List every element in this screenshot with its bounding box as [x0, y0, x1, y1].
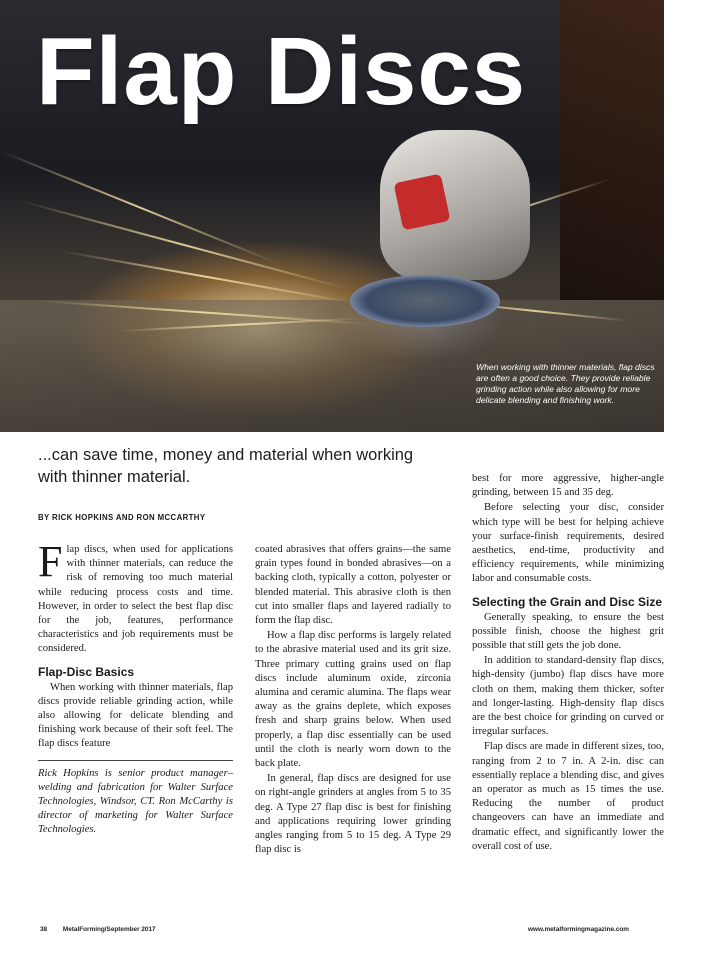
paragraph: Before selecting your disc, consider which type will be best for helping achieve your surface-finish requirements, desired aesthetics, end-time, productivity and efficiency requirements, while minimizing labor and consumable costs.: [472, 502, 664, 585]
flap-disc: [350, 275, 500, 327]
intro-text: lap discs, when used for applications with thinner materials, can reduce the risk of removing too much material while reducing process costs and time. However, in order to select the best flap disc for the job, features, performance characteristics and job requirements must be considered.: [38, 544, 233, 655]
author-bio: Rick Hopkins is senior product manager–welding and fabrication for Walter Surface Technologies, Windsor, CT. Ron McCarthy is director of marketing for Walter Surface Technologies.: [38, 767, 233, 836]
column-1: [38, 537, 233, 839]
article-subtitle: ...can save time, money and material when working with thinner material.: [38, 446, 414, 486]
page-number: 38: [40, 926, 48, 933]
photo-caption: When working with thinner materials, flap discs are often a good choice. They provide reliable grinding action while also allowing for more delicate blending and finishing work.: [476, 362, 655, 405]
footer-url[interactable]: www.metalformingmagazine.com: [528, 926, 629, 933]
paragraph: Flap discs are made in different sizes, too, ranging from 2 to 7 in. A 2-in. disc can essentially replace a blending disc, and gives an operator as much as 15 times the use. Reducing the number of product changeovers can have an immediate and dramatic effect, and significantly lower the overall cost of use.: [472, 741, 664, 852]
basics-paragraph: When working with thinner materials, flap discs provide reliable grinding action, while also allowing for delicate blending and finishing work because of their soft feel. The flap discs feature: [38, 681, 233, 750]
paragraph: In addition to standard-density flap discs, high-density (jumbo) flap discs have more cloth on them, making them thicker, softer and longer-lasting. High-density flap discs are the best choice for grinding on curved or irregular surfaces.: [472, 655, 664, 738]
grinder-red-guard: [394, 174, 451, 231]
byline: BY RICK HOPKINS AND RON MCCARTHY: [38, 513, 206, 522]
column-3: [472, 472, 664, 855]
divider: [38, 760, 233, 761]
publication-info: MetalForming/September 2017: [62, 926, 156, 933]
drop-cap: F: [38, 537, 63, 586]
paragraph: best for more aggressive, higher-angle grinding, between 15 and 35 deg.: [472, 473, 664, 499]
paragraph: In general, flap discs are designed for use on right-angle grinders at angles from 5 to 35 deg. A Type 27 flap disc is best for finishing and applications requiring lower grinding angles ranging from 5 to 15 deg. A Type 29 flap disc is: [255, 773, 451, 856]
column-2: [255, 543, 451, 858]
spark: [20, 200, 349, 290]
footer-left: [40, 926, 156, 933]
section-heading-grain: Selecting the Grain and Disc Size: [472, 594, 663, 609]
paragraph: How a flap disc performs is largely related to the abrasive material used and its grit size. Three primary cutting grains used on flap discs include aluminum oxide, zirconia alumina and ceramic alumina. The flaps wear away as the grains deplete, which exposes fresh and sharp grains below. When used properly, a flap disc essentially can be used until the cloth is nearly worn down to the back plate.: [255, 630, 451, 770]
paragraph: Generally speaking, to ensure the best possible finish, choose the highest grit possible that still gets the job done.: [472, 611, 664, 652]
welder-sleeve: [560, 0, 664, 300]
intro-paragraph: [38, 537, 233, 657]
paragraph: coated abrasives that offers grains—the same grain types found in bonded abrasives—on a backing cloth, typically a cotton, polyester or blended material. This abrasive cloth is then cut into smaller flaps and layered radially to form the flap disc.: [255, 544, 451, 627]
article-title: Flap Discs: [36, 18, 527, 125]
section-heading-basics: Flap-Disc Basics: [38, 664, 135, 679]
hero-photo: [0, 0, 664, 432]
